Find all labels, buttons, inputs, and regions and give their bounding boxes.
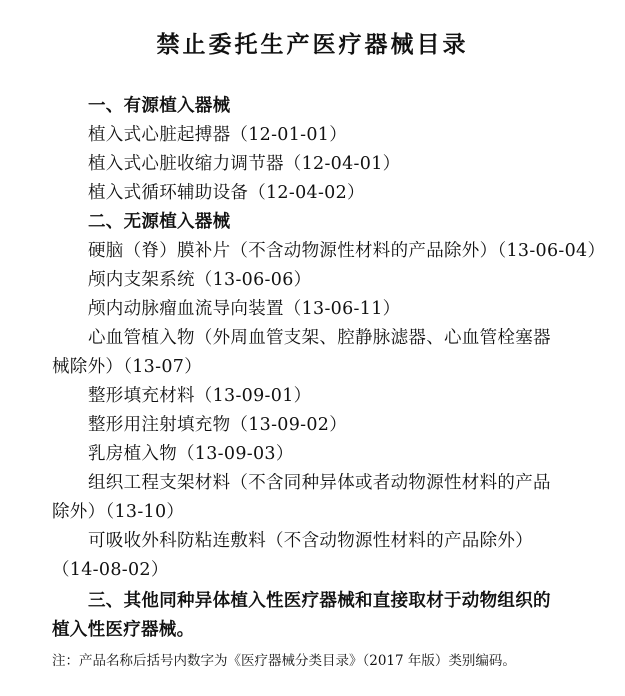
list-item: 植入式心脏收缩力调节器（12-04-01） [88,154,401,174]
list-item: 颅内动脉瘤血流导向装置（13-06-11） [88,299,401,319]
list-item: 颅内支架系统（13-06-06） [88,270,312,290]
list-item: 整形填充材料（13-09-01） [88,386,312,406]
section-heading-passive-implants: 二、无源植入器械 [88,212,231,232]
list-item-continuation: 械除外）（13-07） [52,357,202,377]
list-item: 组织工程支架材料（不含同种异体或者动物源性材料的产品 [88,473,551,493]
section-heading-other-implants: 三、其他同种异体植入性医疗器械和直接取材于动物组织的 [88,591,551,611]
list-item-continuation: （14-08-02） [52,560,169,580]
list-item: 心血管植入物（外周血管支架、腔静脉滤器、心血管栓塞器 [88,328,551,348]
footnote: 注：产品名称后括号内数字为《医疗器械分类目录》（2017 年版）类别编码。 [52,653,516,669]
section-heading-continuation: 植入性医疗器械。 [52,620,195,640]
section-heading-active-implants: 一、有源植入器械 [88,96,231,116]
list-item: 可吸收外科防粘连敷料（不含动物源性材料的产品除外） [88,531,533,551]
list-item: 植入式循环辅助设备（12-04-02） [88,183,365,203]
list-item: 整形用注射填充物（13-09-02） [88,415,348,435]
list-item: 植入式心脏起搏器（12-01-01） [88,125,348,145]
list-item-continuation: 除外）（13-10） [52,502,185,522]
list-item: 乳房植入物（13-09-03） [88,444,294,464]
list-item: 硬脑（脊）膜补片（不含动物源性材料的产品除外）（13-06-04） [88,241,606,261]
document-title: 禁止委托生产医疗器械目录 [156,32,469,58]
